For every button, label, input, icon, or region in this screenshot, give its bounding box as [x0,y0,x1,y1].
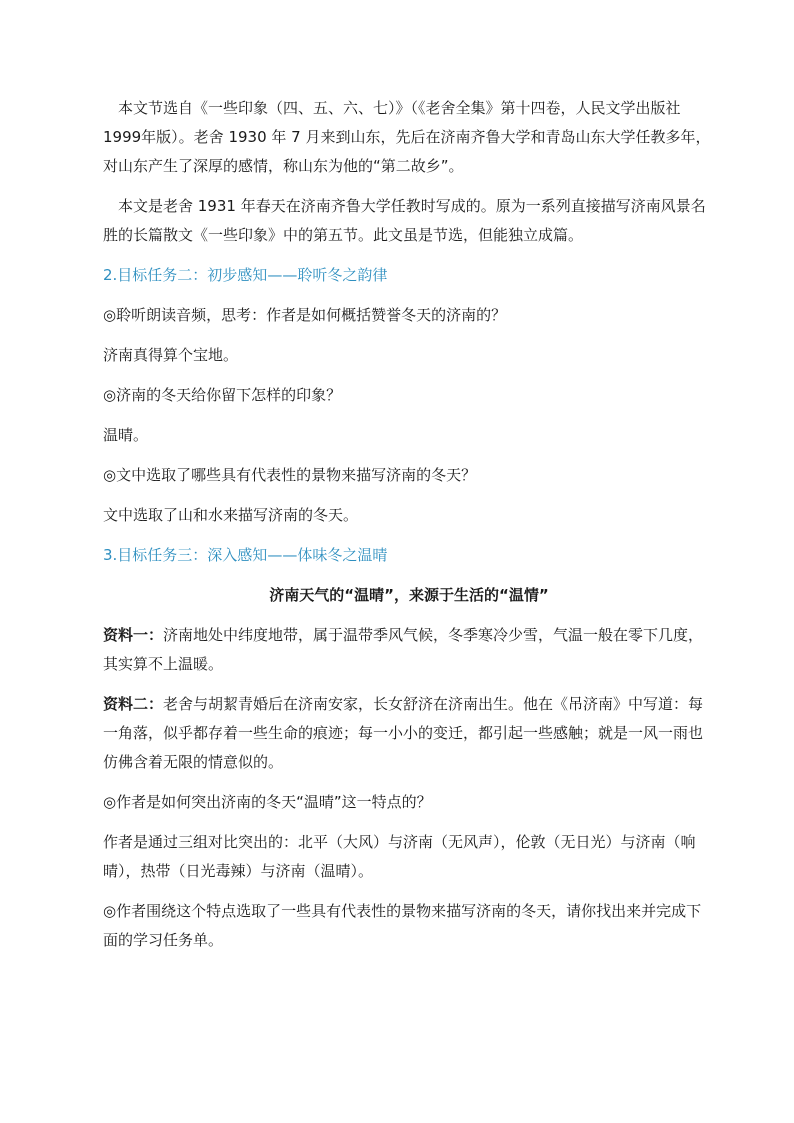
intro-paragraph-1: 本文节选自《一些印象（四、五、六、七）》（《老舍全集》第十四卷，人民文学出版社1999年版）。老舍 1930 年 7 月来到山东，先后在济南齐鲁大学和青岛山东大学任教多年，对山东产生了深厚的感情，称山东为他的“第二故乡”。 [103,99,711,175]
task3-heading: 3.目标任务三：深入感知——体味冬之温晴 [103,546,388,564]
material-2-label: 资料二： [103,695,164,713]
question-3: ◎文中选取了哪些具有代表性的景物来描写济南的冬天？ [103,466,477,484]
intro-paragraph-2: 本文是老舍 1931 年春天在济南齐鲁大学任教时写成的。原为一系列直接描写济南风景名胜的长篇散文《一些印象》中的第五节。此文虽是节选，但能独立成篇。 [103,197,706,244]
answer-4: 作者是通过三组对比突出的：北平（大风）与济南（无风声），伦敦（无日光）与济南（响晴），热带（日光毒辣）与济南（温晴）。 [103,833,696,880]
material-1 [103,621,715,679]
material-1-text: 济南地处中纬度地带，属于温带季风气候，冬季寒冷少雪，气温一般在零下几度，其实算不上温暖。 [103,626,704,673]
question-2: ◎济南的冬天给你留下怎样的印象？ [103,386,342,404]
answer-1: 济南真得算个宝地。 [103,346,239,364]
section-subtitle: 济南天气的“温晴”，来源于生活的“温情” [269,586,549,604]
material-2 [103,690,715,777]
material-1-label: 资料一： [103,626,164,644]
question-5: ◎作者围绕这个特点选取了一些具有代表性的景物来描写济南的冬天，请你找出来并完成下面的学习任务单。 [103,902,702,949]
task2-heading: 2.目标任务二：初步感知——聆听冬之韵律 [103,266,388,284]
answer-2: 温晴。 [103,426,149,444]
material-2-text: 老舍与胡絜青婚后在济南安家，长女舒济在济南出生。他在《吊济南》中写道：每一角落，似乎都存着一些生命的痕迹；每一小小的变迁，都引起一些感触；就是一风一雨也仿佛含着无限的情意似的。 [103,695,704,771]
question-4: ◎作者是如何突出济南的冬天“温晴”这一特点的？ [103,793,432,811]
document-body [103,94,715,966]
question-1: ◎聆听朗读音频，思考：作者是如何概括赞誉冬天的济南的？ [103,306,507,324]
answer-3: 文中选取了山和水来描写济南的冬天。 [103,506,359,524]
